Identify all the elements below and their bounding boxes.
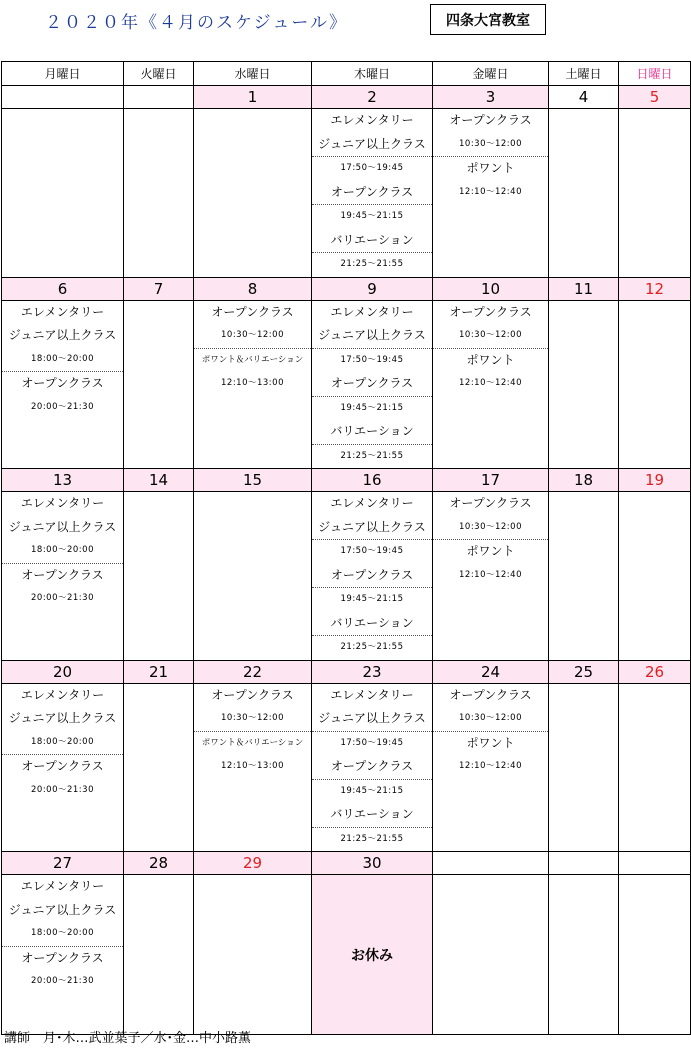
class-name: オープンクラス [21,950,104,965]
class-name: バリエーション [312,803,432,828]
class-cell-wed [194,683,312,852]
class-time: 17:50〜19:45 [340,546,404,556]
date-cell-fri: 17 [433,469,549,492]
class-cell-sun [619,683,691,852]
date-row [2,852,691,875]
date-cell-sun: 26 [619,660,691,683]
class-cell-sat [549,683,619,852]
date-cell-fri: 24 [433,660,549,683]
school-name-box: 四条大宮教室 [430,4,546,35]
class-name: ポワント [466,735,515,750]
date-cell-tue [124,86,194,109]
class-cell-sat [549,492,619,661]
weekday-tue: 火曜日 [124,62,194,86]
class-name: オープンクラス [211,687,294,702]
date-cell-mon: 13 [2,469,124,492]
date-cell-wed: 15 [194,469,312,492]
class-cell-fri [433,875,549,1035]
class-name: エレメンタリー [330,687,414,702]
class-time: 21:25〜21:55 [340,259,404,269]
class-name: ポワント [466,352,515,367]
class-name: バリエーション [312,612,432,637]
class-name: オープンクラス [312,372,432,397]
date-cell-sun: 19 [619,469,691,492]
class-time: 18:00〜20:00 [2,922,123,947]
date-cell-tue: 28 [124,852,194,875]
class-cell-fri [433,492,549,661]
class-cell-sun [619,109,691,278]
date-cell-tue: 14 [124,469,194,492]
class-row [2,300,691,469]
schedule-table [1,61,691,1035]
class-cell-fri [433,300,549,469]
class-time: 10:30〜12:00 [194,707,311,732]
class-time: 20:00〜21:30 [31,593,94,603]
date-cell-sat: 25 [549,660,619,683]
class-name: オープンクラス [449,687,532,702]
class-name: オープンクラス [449,304,532,319]
class-cell-thu [312,300,433,469]
class-time: 17:50〜19:45 [340,354,404,365]
class-time: 18:00〜20:00 [2,539,123,564]
class-time: 10:30〜12:00 [433,133,548,158]
class-cell-mon [2,300,124,469]
class-cell-mon [2,875,124,1035]
class-name: エレメンタリー [330,113,414,127]
class-time: 12:10〜12:40 [459,569,522,580]
class-cell-wed [194,492,312,661]
date-cell-sun: 5 [619,86,691,109]
class-cell-thu [312,492,433,661]
class-time: 20:00〜21:30 [31,401,94,412]
date-cell-wed: 22 [194,660,312,683]
weekday-sat: 土曜日 [549,62,619,86]
date-cell-fri: 10 [433,277,549,300]
class-time: 10:30〜12:00 [433,707,548,732]
date-cell-thu: 23 [312,660,433,683]
class-time: 10:30〜12:00 [433,324,548,349]
class-name: オープンクラス [211,304,294,319]
class-time: 21:25〜21:55 [340,642,404,652]
class-time: 12:10〜13:00 [221,761,284,771]
class-cell-sun [619,300,691,469]
class-name: オープンクラス [21,759,104,773]
weekday-thu: 木曜日 [312,62,433,86]
class-cell-tue [124,109,194,278]
class-cell-wed [194,109,312,278]
date-cell-mon: 20 [2,660,124,683]
class-time: 20:00〜21:30 [31,784,94,795]
class-cell-sat [549,109,619,278]
class-time: 21:25〜21:55 [340,833,404,844]
weekday-mon: 月曜日 [2,62,124,86]
class-name: オープンクラス [449,496,532,510]
date-cell-thu: 2 [312,86,433,109]
class-name: ジュニア以上クラス [312,516,432,541]
class-name: ジュニア以上クラス [312,324,432,349]
date-cell-mon [2,86,124,109]
class-cell-sat [549,300,619,469]
class-time: 12:10〜13:00 [221,378,284,388]
class-name: ポワント＆バリエーション [201,737,304,748]
class-cell-tue [124,683,194,852]
date-cell-wed: 1 [194,86,312,109]
class-name: オープンクラス [312,564,432,589]
class-time: 19:45〜21:15 [340,211,404,221]
class-cell-fri [433,109,549,278]
class-time: 10:30〜12:00 [433,516,548,541]
weekday-fri: 金曜日 [433,62,549,86]
date-cell-thu: 16 [312,469,433,492]
class-name: エレメンタリー [330,496,414,510]
class-name: バリエーション [312,420,432,445]
date-row [2,277,691,300]
class-time: 12:10〜12:40 [459,761,522,771]
page-title: ２０２０年《４月のスケジュール》 [45,13,348,33]
class-row [2,109,691,278]
date-cell-sat: 11 [549,277,619,300]
class-cell-sat [549,875,619,1035]
class-name: ポワント＆バリエーション [201,354,304,365]
class-name: オープンクラス [312,181,432,206]
date-cell-sat: 18 [549,469,619,492]
class-cell-sun [619,875,691,1035]
class-name: ジュニア以上クラス [8,711,117,725]
class-time: 19:45〜21:15 [340,785,404,796]
class-name: ジュニア以上クラス [8,519,117,534]
class-cell-sun [619,492,691,661]
class-time: 17:50〜19:45 [340,737,404,748]
date-cell-mon: 27 [2,852,124,875]
class-name: オープンクラス [449,113,532,127]
date-cell-mon: 6 [2,277,124,300]
date-cell-tue: 21 [124,660,194,683]
class-name: ポワント [466,544,515,558]
date-cell-sun [619,852,691,875]
class-name: ジュニア以上クラス [312,707,432,732]
date-cell-wed: 8 [194,277,312,300]
class-cell-thu [312,109,433,278]
closed-day-cell [312,875,433,1035]
date-cell-wed: 29 [194,852,312,875]
class-name: オープンクラス [21,567,104,582]
class-name: エレメンタリー [20,687,105,702]
date-row [2,86,691,109]
date-cell-fri [433,852,549,875]
class-cell-mon [2,109,124,278]
date-cell-sat [549,852,619,875]
class-name: ジュニア以上クラス [312,133,432,158]
class-cell-tue [124,875,194,1035]
class-time: 18:00〜20:00 [2,731,123,756]
class-name: エレメンタリー [330,304,414,319]
date-cell-tue: 7 [124,277,194,300]
class-cell-wed [194,300,312,469]
date-cell-fri: 3 [433,86,549,109]
class-time: 19:45〜21:15 [340,402,404,413]
class-cell-fri [433,683,549,852]
class-name: ポワント [466,161,515,175]
date-row [2,660,691,683]
class-cell-wed [194,875,312,1035]
class-time: 12:10〜12:40 [459,186,522,197]
class-time: 21:25〜21:55 [340,450,404,461]
class-cell-mon [2,492,124,661]
class-time: 17:50〜19:45 [340,163,404,173]
date-cell-thu: 9 [312,277,433,300]
class-row [2,875,691,1035]
class-name: ジュニア以上クラス [8,902,117,917]
class-name: オープンクラス [21,376,104,390]
date-cell-sat: 4 [549,86,619,109]
weekday-sun: 日曜日 [619,62,691,86]
date-cell-thu: 30 [312,852,433,875]
class-time: 12:10〜12:40 [459,378,522,388]
class-name: エレメンタリー [20,879,105,893]
class-cell-tue [124,492,194,661]
class-time: 20:00〜21:30 [31,976,94,986]
class-name: ジュニア以上クラス [8,328,117,342]
class-name: エレメンタリー [20,304,105,319]
class-time: 18:00〜20:00 [2,348,123,373]
class-row [2,492,691,661]
class-name: エレメンタリー [20,496,105,510]
class-row [2,683,691,852]
weekday-wed: 水曜日 [194,62,312,86]
date-row [2,469,691,492]
class-cell-thu [312,683,433,852]
class-cell-tue [124,300,194,469]
date-cell-sun: 12 [619,277,691,300]
class-cell-mon [2,683,124,852]
instructor-note: 講師 月･木…武並葉子／水･金…中小路薫 [4,1031,252,1046]
class-time: 19:45〜21:15 [340,594,404,604]
closed-label: お休み [351,947,393,964]
weekday-header-row [2,62,691,86]
class-time: 10:30〜12:00 [194,324,311,349]
class-name: オープンクラス [312,755,432,780]
class-name: バリエーション [312,229,432,254]
